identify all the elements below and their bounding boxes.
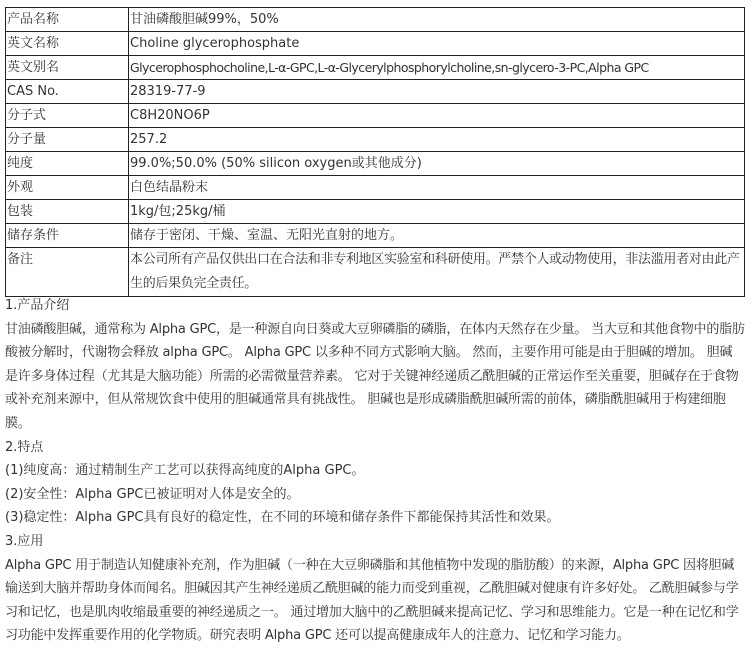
- feature-item: (3)稳定性：Alpha GPC具有良好的稳定性，在不同的环境和储存条件下都能保持其活性和效果。: [5, 510, 560, 526]
- row-key: 分子量: [6, 128, 129, 152]
- row-value: 本公司所有产品仅供出口在合法和非专利地区实验室和科研使用。严禁个人或动物使用，非法滥用者对由此产生的后果负完全责任。: [129, 248, 745, 297]
- row-value: 1kg/包;25kg/桶: [129, 200, 745, 224]
- row-key: 外观: [6, 176, 129, 200]
- table-row: [6, 248, 745, 297]
- row-key: 备注: [6, 248, 129, 297]
- row-value: 白色结晶粉末: [129, 176, 745, 200]
- row-value: 257.2: [129, 128, 745, 152]
- table-row: [6, 224, 745, 248]
- application-paragraph: Alpha GPC 用于制造认知健康补充剂，作为胆碱（一种在大豆卵磷脂和其他植物中发现的脂肪酸）的来源，Alpha GPC 因将胆碱输送到大脑并帮助身体而闻名。胆碱因其产生神经递质乙酰胆碱的能力而受到重视，乙酰胆碱对健康有许多好处。 乙酰胆碱参与学习和记忆，也是肌肉收缩最重要的神经递质之一。 通过增加大脑中的乙酰胆碱来提高记忆、学习和思维能力。它是一种在记忆和学习功能中发挥重要作用的化学物质。研究表明 Alpha GPC 还可以提高健康成年人的注意力、记忆和学习能力。: [5, 557, 739, 644]
- row-value: 甘油磷酸胆碱99%，50%: [129, 8, 745, 32]
- row-key: 产品名称: [6, 8, 129, 32]
- table-row: [6, 8, 745, 32]
- table-row: [6, 176, 745, 200]
- table-row: [6, 80, 745, 104]
- intro-paragraph: 甘油磷酸胆碱，通常称为 Alpha GPC，是一种源自向日葵或大豆卵磷脂的磷脂，在体内天然存在少量。 当大豆和其他食物中的脂肪酸被分解时，代谢物会释放 alpha GPC。 Alpha GPC 以多种不同方式影响大脑。 然而，主要作用可能是由于胆碱的增加。 胆碱是许多身体过程（尤其是大脑功能）所需的必需微量营养素。 它对于关键神经递质乙酰胆碱的正常运作至关重要，胆碱存在于食物或补充剂来源中，但从常规饮食中使用的胆碱通常具有挑战性。 胆碱也是形成磷脂酰胆碱所需的前体，磷脂酰胆碱用于构建细胞膜。: [5, 321, 745, 431]
- row-key: 储存条件: [6, 224, 129, 248]
- table-row: [6, 104, 745, 128]
- row-value: 储存于密闭、干燥、室温、无阳光直射的地方。: [129, 224, 745, 248]
- table-row: [6, 152, 745, 176]
- row-key: 英文别名: [6, 56, 129, 80]
- row-value: C8H20NO6P: [129, 104, 745, 128]
- row-value: Glycerophosphocholine,L-α-GPC,L-α-Glycerylphosphorylcholine,sn-glycero-3-PC,Alpha GPC: [129, 56, 745, 80]
- product-spec-table: [5, 7, 745, 297]
- row-value: Choline glycerophosphate: [129, 32, 745, 56]
- row-key: CAS No.: [6, 80, 129, 104]
- row-key: 英文名称: [6, 32, 129, 56]
- row-key: 包装: [6, 200, 129, 224]
- row-value: 28319-77-9: [129, 80, 745, 104]
- product-description: [5, 294, 745, 648]
- table-row: [6, 128, 745, 152]
- section-heading-intro: 1.产品介绍: [5, 298, 70, 313]
- table-row: [6, 56, 745, 80]
- row-value: 99.0%;50.0% (50% silicon oxygen或其他成分): [129, 152, 745, 176]
- row-key: 纯度: [6, 152, 129, 176]
- feature-item: (1)纯度高：通过精制生产工艺可以获得高纯度的Alpha GPC。: [5, 463, 365, 479]
- row-key: 分子式: [6, 104, 129, 128]
- table-row: [6, 200, 745, 224]
- section-heading-application: 3.应用: [5, 533, 44, 549]
- feature-item: (2)安全性：Alpha GPC已被证明对人体是安全的。: [5, 486, 300, 502]
- table-row: [6, 32, 745, 56]
- section-heading-features: 2.特点: [5, 439, 44, 455]
